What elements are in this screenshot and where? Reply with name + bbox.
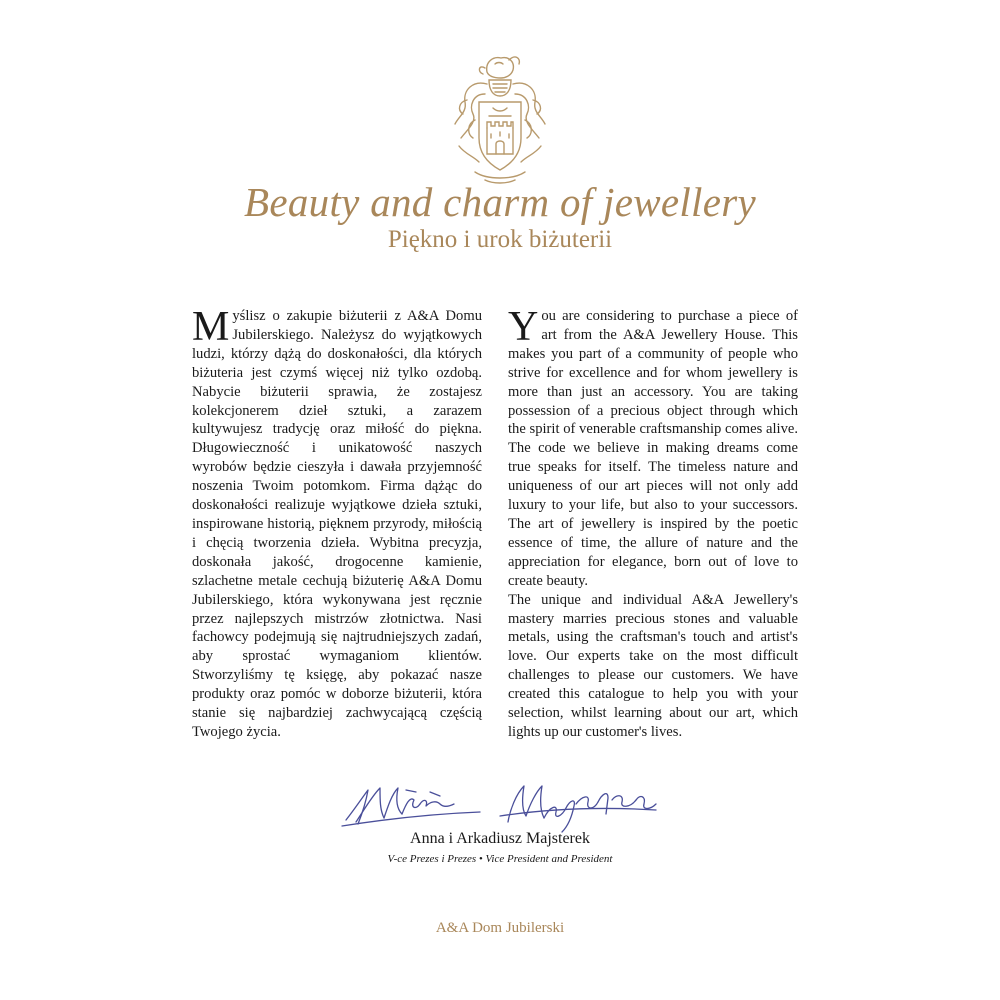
polish-paragraph xyxy=(192,304,482,742)
polish-text-column xyxy=(192,304,482,742)
footer-brand: A&A Dom Jubilerski xyxy=(435,920,565,936)
title-english: Beauty and charm of jewellery xyxy=(244,179,756,225)
english-text-column xyxy=(508,304,798,742)
signer-names: Anna i Arkadiusz Majsterek xyxy=(410,830,590,847)
title-polish: Piękno i urok biżuterii xyxy=(387,226,613,253)
english-paragraph-2: The unique and individual A&A Jewellery's mastery marries precious stones and valuable metals, using the craftsman's touch and artist's love. Our experts take on the most difficult challenges to please our customers. We have created this catalogue to help you with your selection, whilst learning about our art, which lights up our customer's lives. xyxy=(508,591,798,740)
english-dropcap: Y xyxy=(508,304,539,350)
english-paragraph-1 xyxy=(508,304,798,591)
signer-roles: V-ce Prezes i Prezes • Vice President and President xyxy=(387,853,613,865)
polish-paragraph-text: yślisz o zakupie biżuterii z A&A Domu Jubilerskiego. Należysz do wyjątkowych ludzi, którzy dążą do doskonałości, dla których biżuteria jest czymś więcej niż tylko ozdobą. Nabycie biżuterii sprawia, że zostajesz kolekcjonerem dzieł sztuki, a zarazem kultywujesz tradycję oraz miłość do piękna. Długowieczność i unikatowość naszych wyrobów będzie cieszyła i dawała przyjemność noszenia Twoim potomkom. Firma dążąc do doskonałości realizuje wyjątkowe dzieła sztuki, inspirowane historią, pięknem przyrody, miłością i chęcią tworzenia dzieła. Wybitna precyzja, doskonała jakość, drogocenne kamienie, szlachetne metale cechują biżuterię A&A Domu Jubilerskiego, która wykonywana jest ręcznie przez najlepszych mistrzów złotnictwa. Nasi fachowcy podejmują się najtrudniejszych zadań, aby sprostać wymaganiom klientów. Stworzyliśmy tę księgę, aby pokazać nasze produkty oraz pomóc w doborze biżuterii, która stanie się najbardziej zachwycającą częścią Twojego życia. xyxy=(192,308,482,740)
coat-of-arms-crest xyxy=(445,50,555,190)
english-paragraph-1-text: ou are considering to purchase a piece of art from the A&A Jewellery House. This makes you part of a community of people who strive for excellence and for whom jewellery is more than just an accessory. You are taking possession of a precious object through which the spirit of venerable craftsmanship comes alive. The code we believe in making dreams come true speaks for itself. The timeless nature and uniqueness of our art pieces will not only add luxury to your life, but also to your successors. The art of jewellery is inspired by the poetic essence of time, the allure of nature and the appreciation for elegance, born out of love to create beauty. xyxy=(508,308,798,589)
polish-dropcap: M xyxy=(192,304,230,350)
